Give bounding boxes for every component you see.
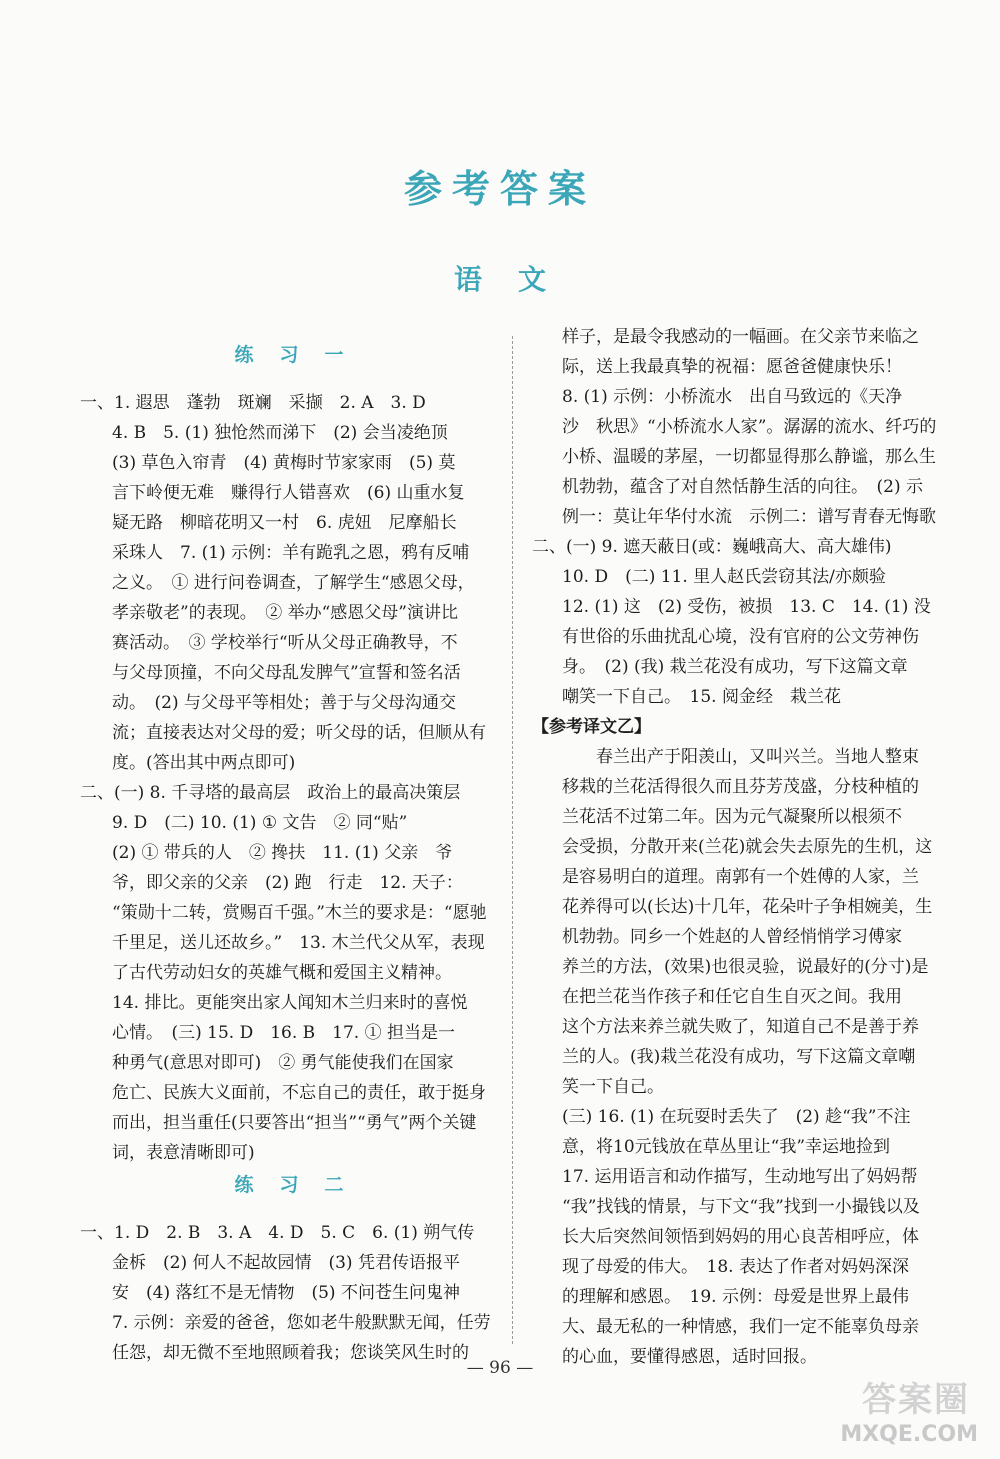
answer-line: 8. (1) 示例：小桥流水 出自马致远的《天净 xyxy=(562,387,903,407)
answer-line: 金柝 (2) 何人不起故园情 (3) 凭君传语报平 xyxy=(112,1253,460,1273)
answer-line: 安 (4) 落红不是无情物 (5) 不问苍生问鬼神 xyxy=(112,1283,460,1303)
translation-heading: 【参考译文乙】 xyxy=(532,717,651,737)
answer-line: 例一：莫让年华付水流 示例二：谱写青春无悔歌 xyxy=(562,507,936,527)
answer-line: 任怨，却无微不至地照顾着我；您谈笑风生时的 xyxy=(112,1343,469,1363)
page-title: 参考答案 xyxy=(403,167,596,211)
answer-line: 心情。 (三) 15. D 16. B 17. ① 担当是一 xyxy=(112,1023,456,1043)
section-heading-exercise-2: 练习二 xyxy=(234,1174,370,1196)
answer-line: 机勃勃，蕴含了对自然恬静生活的向往。 (2) 示 xyxy=(562,477,923,497)
subject-title: 语文 xyxy=(453,263,582,296)
answer-line: 嘲笑一下自己。 15. 阅金经 栽兰花 xyxy=(562,687,841,707)
answer-line: 与父母顶撞，不向父母乱发脾气”宣誓和签名活 xyxy=(112,663,461,683)
translation-line: 会受损，分散开来(兰花)就会失去原先的生机，这 xyxy=(562,837,933,857)
answer-line: 赛活动。 ③ 学校举行“听从父母正确教导，不 xyxy=(112,633,458,653)
answer-line: 4. B 5. (1) 独怆然而涕下 (2) 会当凌绝顶 xyxy=(112,423,448,443)
answer-line: 现了母爱的伟大。 18. 表达了作者对妈妈深深 xyxy=(562,1257,909,1277)
answer-line: 种勇气(意思对即可) ② 勇气能使我们在国家 xyxy=(112,1053,454,1073)
answer-line: 千里足，送儿还故乡。” 13. 木兰代父从军，表现 xyxy=(112,933,485,953)
answer-line: 爷，即父亲的父亲 (2) 跑 行走 12. 天子： xyxy=(112,873,463,893)
answer-line: (三) 16. (1) 在玩耍时丢失了 (2) 趁“我”不注 xyxy=(562,1107,911,1127)
answer-line: 采珠人 7. (1) 示例：羊有跪乳之恩，鸦有反哺 xyxy=(112,543,470,563)
translation-line: 笑一下自己。 xyxy=(562,1077,664,1097)
answer-line: 的心血，要懂得感恩，适时回报。 xyxy=(562,1347,817,1367)
answer-line: 二、(一) 8. 千寻塔的最高层 政治上的最高决策层 xyxy=(80,783,461,803)
answer-line: 意，将10元钱放在草丛里让“我”幸运地捡到 xyxy=(562,1137,891,1157)
page-number: — 96 — xyxy=(466,1358,534,1378)
answer-line: 12. (1) 这 (2) 受伤，被损 13. C 14. (1) 没 xyxy=(562,597,931,617)
answer-line: 7. 示例：亲爱的爸爸，您如老牛般默默无闻，任劳 xyxy=(112,1313,491,1333)
answer-line: 动。 (2) 与父母平等相处；善于与父母沟通交 xyxy=(112,693,456,713)
translation-line: 兰的人。(我)栽兰花没有成功，写下这篇文章嘲 xyxy=(562,1047,916,1067)
translation-line: 移栽的兰花活得很久而且芬芳茂盛，分枝种植的 xyxy=(562,777,919,797)
translation-line: 兰花活不过第二年。因为元气凝聚所以根须不 xyxy=(562,807,902,827)
answer-line: 度。(答出其中两点即可) xyxy=(112,753,296,773)
answer-line: 一、1. D 2. B 3. A 4. D 5. C 6. (1) 朔气传 xyxy=(80,1223,475,1243)
translation-line: 这个方法来养兰就失败了，知道自己不是善于养 xyxy=(562,1017,919,1037)
answer-line: 一、1. 遐思 蓬勃 斑斓 采撷 2. A 3. D xyxy=(80,393,426,413)
column-divider xyxy=(512,336,513,1344)
answer-line: 了古代劳动妇女的英雄气概和爱国主义精神。 xyxy=(112,963,452,983)
watermark-site: MXQE.COM xyxy=(840,1422,978,1447)
watermark xyxy=(808,1381,978,1451)
answer-line: 二、(一) 9. 遮天蔽日(或：巍峨高大、高大雄伟) xyxy=(532,537,892,557)
translation-line: 养兰的方法，(效果)也很灵验，说最好的(分寸)是 xyxy=(562,957,929,977)
answer-line: 样子，是最令我感动的一幅画。在父亲节来临之 xyxy=(562,327,919,347)
answer-line: 17. 运用语言和动作描写，生动地写出了妈妈帮 xyxy=(562,1167,918,1187)
translation-line: 机勃勃。同乡一个姓赵的人曾经悄悄学习傅家 xyxy=(562,927,902,947)
answer-line: 14. 排比。更能突出家人闻知木兰归来时的喜悦 xyxy=(112,993,468,1013)
section-heading-exercise-1: 练习一 xyxy=(234,344,370,366)
answer-line: 而出，担当重任(只要答出“担当”“勇气”两个关键 xyxy=(112,1113,477,1133)
answer-line: “我”找钱的情景，与下文“我”找到一小撮钱以及 xyxy=(562,1197,920,1217)
answer-line: 孝亲敬老”的表现。 ② 举办“感恩父母”演讲比 xyxy=(112,603,458,623)
watermark-logo: 答案圈 xyxy=(862,1380,970,1420)
answer-line: 言下岭便无难 赚得行人错喜欢 (6) 山重水复 xyxy=(112,483,465,503)
answer-line: (3) 草色入帘青 (4) 黄梅时节家家雨 (5) 莫 xyxy=(112,453,456,473)
answer-line: 词，表意清晰即可) xyxy=(112,1143,255,1163)
answer-line: 危亡、民族大义面前，不忘自己的责任，敢于挺身 xyxy=(112,1083,486,1103)
answer-line: (2) ① 带兵的人 ② 搀扶 11. (1) 父亲 爷 xyxy=(112,843,453,863)
answer-line: 之义。 ① 进行问卷调查，了解学生“感恩父母， xyxy=(112,573,475,593)
answer-line: 身。 (2) (我) 栽兰花没有成功，写下这篇文章 xyxy=(562,657,908,677)
answer-line: 的理解和感恩。 19. 示例：母爱是世界上最伟 xyxy=(562,1287,909,1307)
answer-line: 有世俗的乐曲扰乱心境，没有官府的公文劳神伤 xyxy=(562,627,919,647)
answer-line: “策勋十二转，赏赐百千强。”木兰的要求是：“愿驰 xyxy=(112,903,487,923)
translation-line: 春兰出产于阳羡山，又叫兴兰。当地人整束 xyxy=(562,747,919,767)
answer-line: 小桥、温暖的茅屋，一切都显得那么静谧，那么生 xyxy=(562,447,936,467)
answer-line: 际，送上我最真挚的祝福：愿爸爸健康快乐！ xyxy=(562,357,902,377)
translation-line: 是容易明白的道理。南郭有一个姓傅的人家，兰 xyxy=(562,867,919,887)
answer-line: 疑无路 柳暗花明又一村 6. 虎妞 尼摩船长 xyxy=(112,513,457,533)
answer-line: 10. D (二) 11. 里人赵氏尝窃其法/亦颇验 xyxy=(562,567,886,587)
answer-line: 9. D (二) 10. (1) ① 文告 ② 同“贴” xyxy=(112,813,408,833)
translation-line: 花养得可以(长达)十几年，花朵叶子争相婉美，生 xyxy=(562,897,933,917)
answer-line: 沙 秋思》“小桥流水人家”。潺潺的流水、纤巧的 xyxy=(562,417,937,437)
answer-line: 长大后突然间领悟到妈妈的用心良苦相呼应，体 xyxy=(562,1227,919,1247)
answer-line: 流；直接表达对父母的爱；听父母的话，但顺从有 xyxy=(112,723,486,743)
answer-line: 大、最无私的一种情感，我们一定不能辜负母亲 xyxy=(562,1317,919,1337)
translation-line: 在把兰花当作孩子和任它自生自灭之间。我用 xyxy=(562,987,902,1007)
